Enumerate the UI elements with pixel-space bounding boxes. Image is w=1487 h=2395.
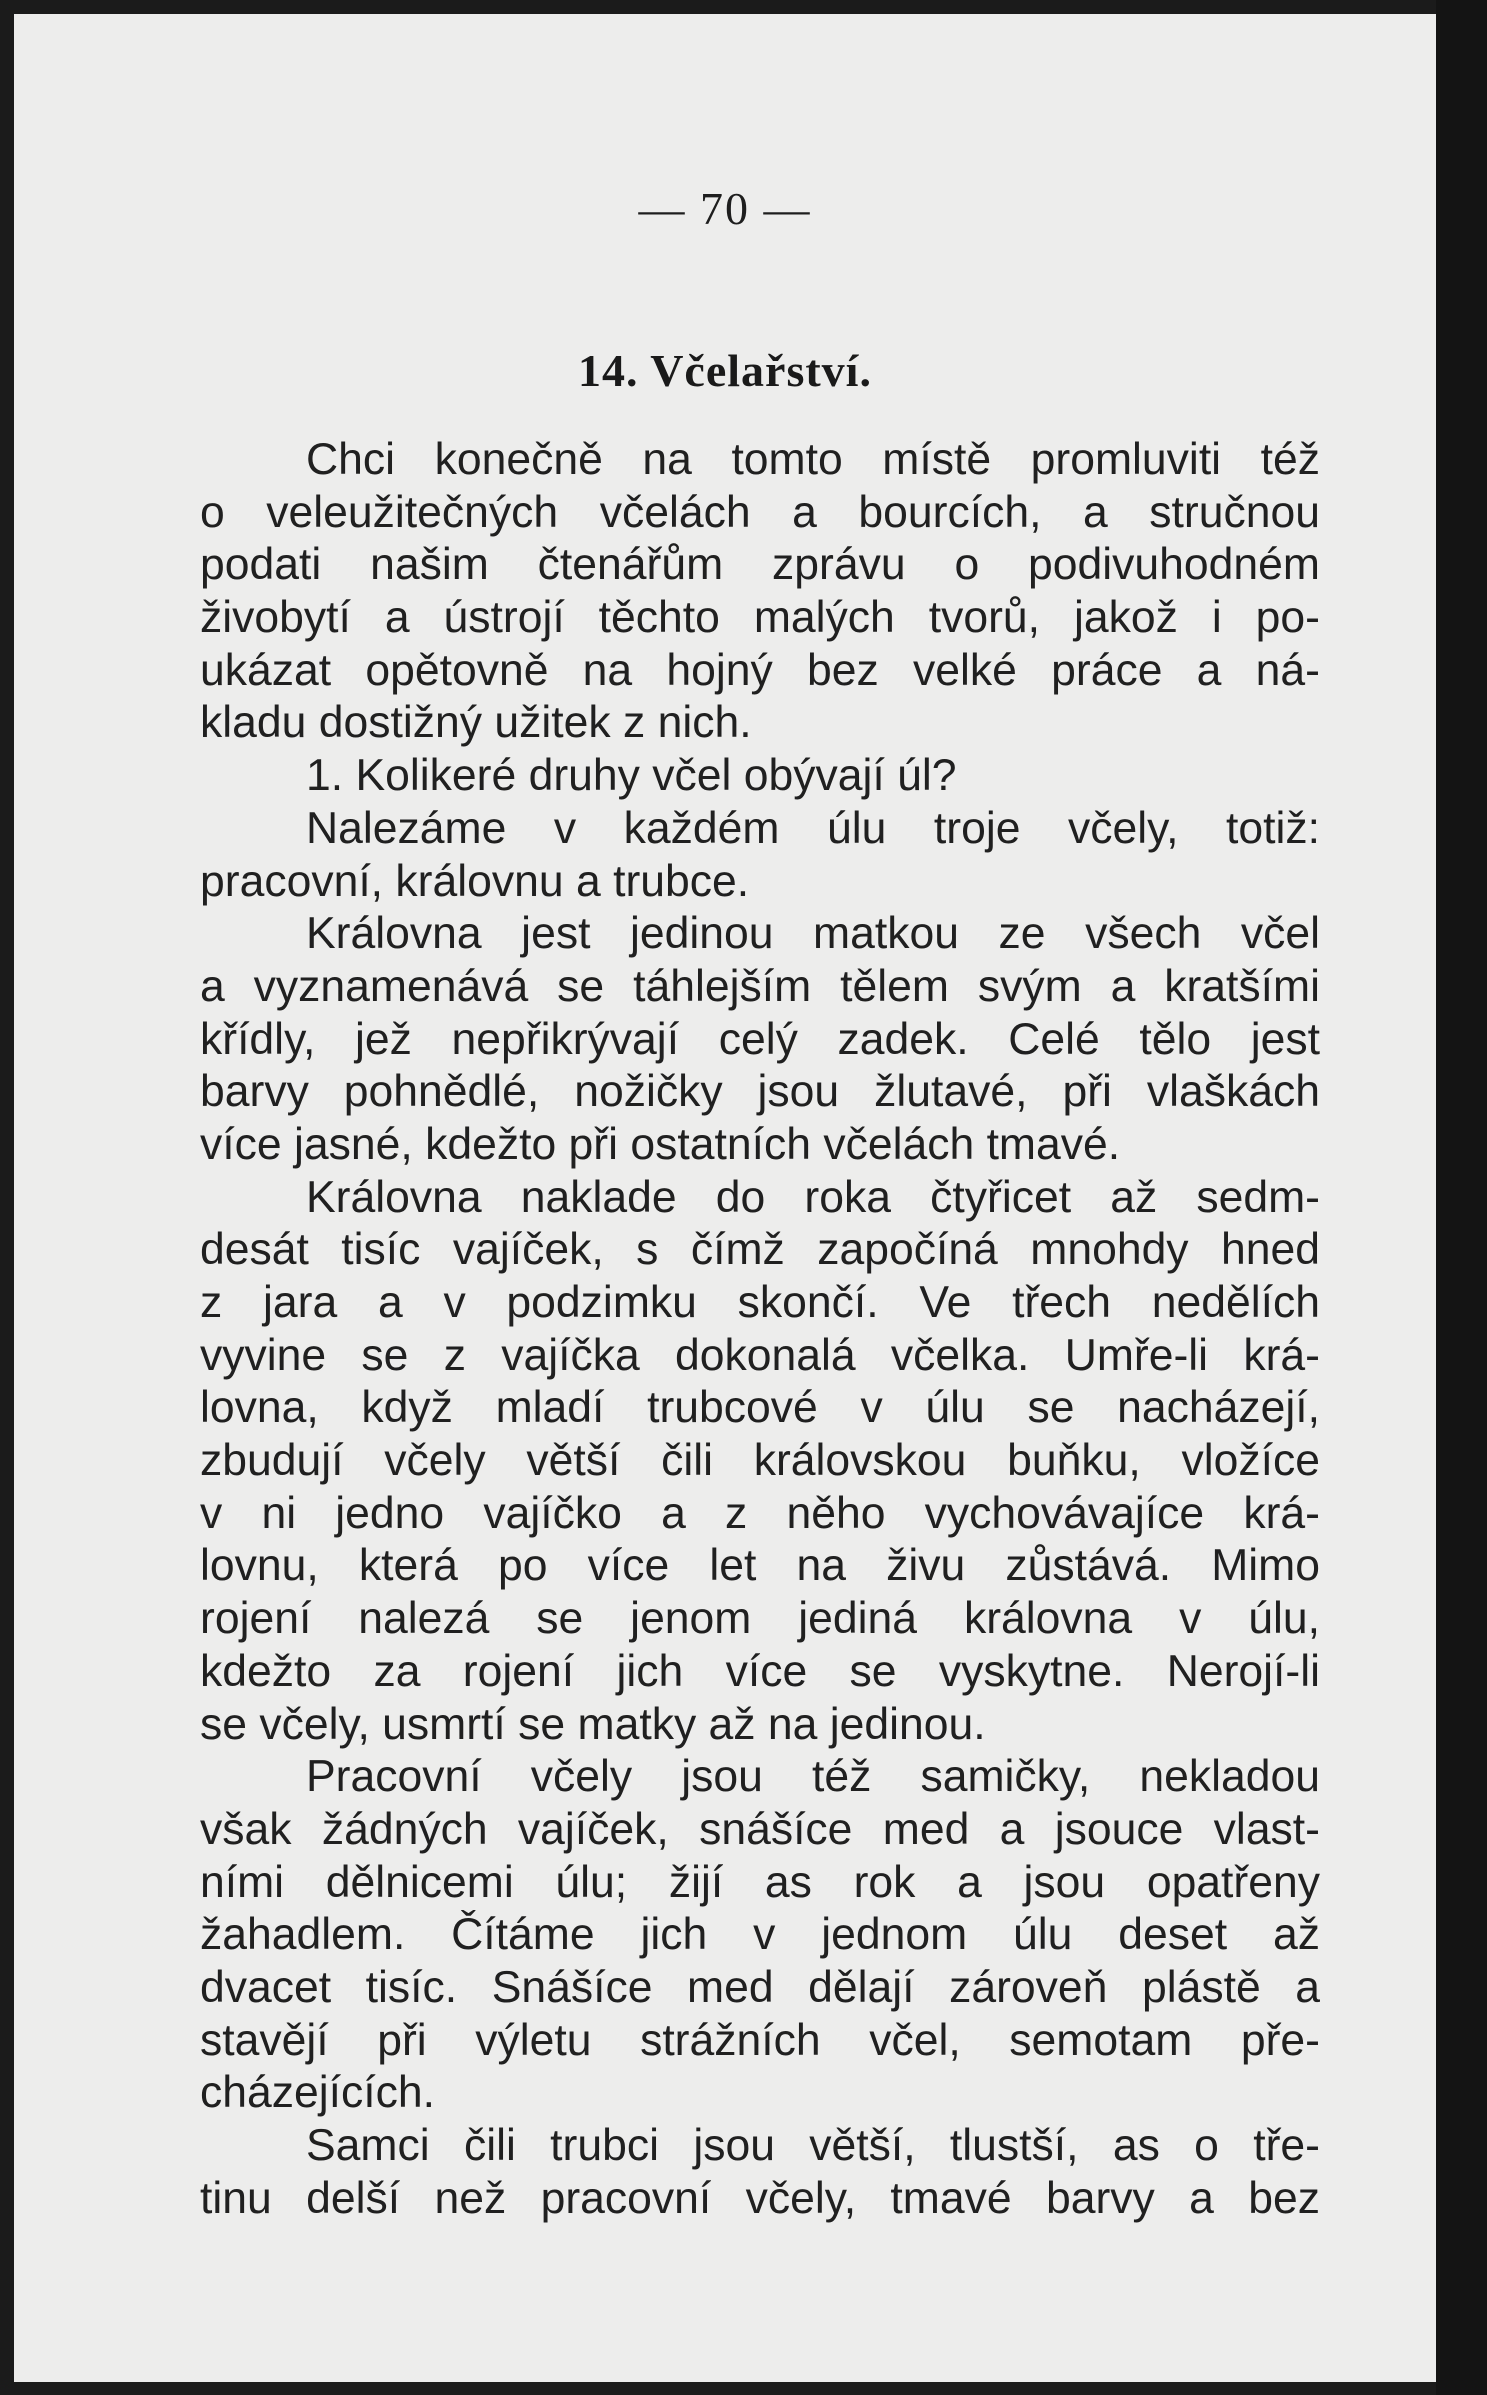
text-line: ukázat opětovně na hojný bez velké práce a ná- [200, 645, 1320, 695]
text-line: v ni jedno vajíčko a z něho vychovávajíce krá- [200, 1488, 1320, 1538]
text-line: Královna naklade do roka čtyřicet až sedm- [306, 1172, 1320, 1222]
text-line: ními dělnicemi úlu; žijí as rok a jsou opatřeny [200, 1857, 1320, 1907]
text-line: Samci čili trubci jsou větší, tlustší, as o tře- [306, 2121, 1320, 2170]
text-line: a vyznamenává se táhlejším tělem svým a kratšími [200, 961, 1320, 1011]
text-line: kdežto za rojení jich více se vyskytne. Nerojí-li [200, 1646, 1320, 1696]
text-line: 1. Kolikeré druhy včel obývají úl? [306, 751, 957, 801]
scan-border [1436, 0, 1487, 2395]
text-line: dvacet tisíc. Snášíce med dělají zároveň plástě a [200, 1962, 1320, 2012]
text-line: Pracovní včely jsou též samičky, nekladou [306, 1752, 1320, 1802]
body-text [200, 434, 1320, 2225]
text-line: lovna, když mladí trubcové v úlu se nacházejí, [200, 1383, 1320, 1433]
text-line: Královna jest jedinou matkou ze všech včel [306, 909, 1320, 959]
text-line: zbudují včely větší čili královskou buňku, vložíce [200, 1436, 1320, 1486]
text-line: více jasné, kdežto při ostatních včelách tmavé. [200, 1119, 1121, 1169]
section-heading: 14. Včelařství. [578, 345, 872, 396]
text-line: o veleužitečných včelách a bourcích, a stručnou [200, 487, 1320, 537]
text-line: Nalezáme v každém úlu troje včely, totiž: [306, 803, 1320, 853]
text-line: podati našim čtenářům zprávu o podivuhodném [200, 540, 1320, 590]
text-line: se včely, usmrtí se matky až na jedinou. [200, 1699, 986, 1749]
text-line: živobytí a ústrojí těchto malých tvorů, jakož i po- [200, 593, 1320, 643]
text-line: pracovní, královnu a trubce. [200, 856, 750, 906]
text-line: vyvine se z vajíčka dokonalá včelka. Umře-li krá- [200, 1330, 1320, 1380]
text-line: křídly, jež nepřikrývají celý zadek. Celé tělo jest [200, 1014, 1320, 1064]
text-line: kladu dostižný užitek z nich. [200, 698, 752, 748]
text-line: však žádných vajíček, snášíce med a jsouce vlast- [200, 1804, 1320, 1854]
text-line: z jara a v podzimku skončí. Ve třech nedělích [200, 1278, 1320, 1327]
book-page [14, 14, 1436, 2382]
text-line: rojení nalezá se jenom jediná královna v úlu, [200, 1594, 1320, 1644]
text-line: Chci konečně na tomto místě promluviti též [306, 435, 1320, 484]
text-line: barvy pohnědlé, nožičky jsou žlutavé, při vlaškách [200, 1067, 1320, 1117]
text-line: desát tisíc vajíček, s čímž započíná mnohdy hned [200, 1225, 1320, 1275]
text-line: tinu delší než pracovní včely, tmavé barvy a bez [200, 2173, 1320, 2223]
text-line: cházejících. [200, 2068, 435, 2118]
page-number: — 70 — [638, 183, 812, 234]
text-line: lovnu, která po více let na živu zůstává. Mimo [200, 1541, 1320, 1591]
text-line: stavějí při výletu strážních včel, semotam pře- [200, 2015, 1320, 2065]
text-line: žahadlem. Čítáme jich v jednom úlu deset až [200, 1910, 1320, 1960]
